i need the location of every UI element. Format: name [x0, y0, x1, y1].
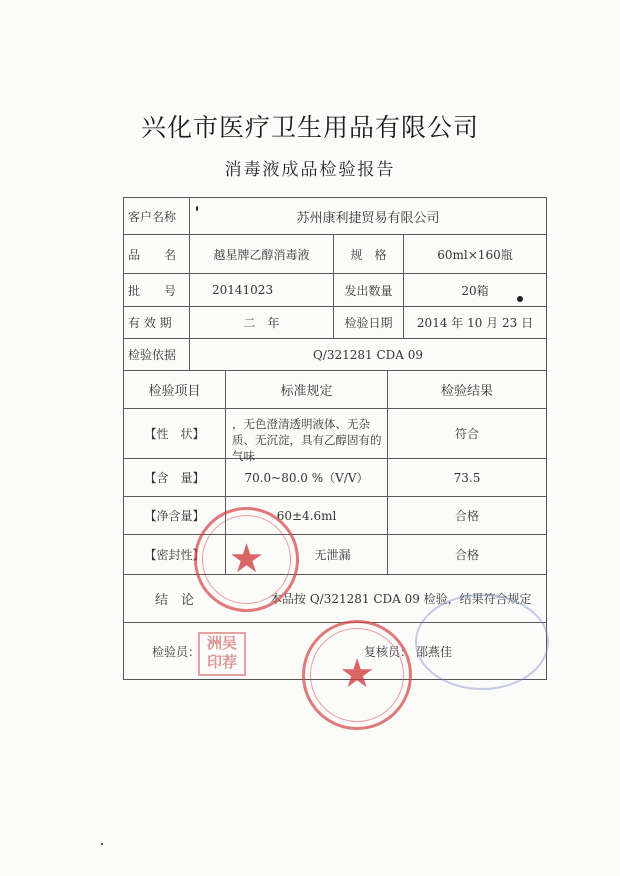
report-title: 消毒液成品检验报告	[224, 160, 396, 180]
row-result: 合格	[454, 509, 479, 523]
qty-label: 发出数量	[344, 283, 393, 298]
product-label: 品 名	[128, 247, 177, 262]
reviewer-label: 复核员：	[363, 644, 412, 659]
row-standard: 无泄漏	[314, 548, 351, 562]
row-result: 符合	[454, 427, 479, 441]
company-seal-stamp	[194, 507, 299, 612]
batch-label: 批 号	[128, 283, 177, 298]
row-standard: 70.0~80.0 %（V/V）	[244, 471, 369, 485]
row-result: 合格	[454, 548, 479, 562]
ink-speck	[517, 296, 523, 302]
inspector-seal: 洲吴 印荐	[198, 632, 246, 676]
customer-seal-stamp	[302, 620, 412, 730]
date-value: 2014 年 10 月 23 日	[416, 316, 534, 330]
validity-label: 有 效 期	[128, 316, 172, 330]
header-standard: 标准规定	[280, 384, 333, 399]
conclusion-label: 结 论	[154, 593, 194, 608]
validity-value: 二 年	[243, 316, 280, 330]
conclusion-text: 本品按 Q/321281 CDA 09 检验，结果符合规定	[270, 592, 532, 606]
row-item: 【密封性】	[144, 548, 205, 562]
row-item: 【净含量】	[144, 509, 205, 523]
batch-value: 20141023	[212, 283, 274, 297]
qty-value: 20箱	[461, 283, 489, 298]
blue-seal-stamp	[415, 594, 549, 690]
basis-value: Q/321281 CDA 09	[312, 347, 424, 362]
date-label: 检验日期	[344, 316, 393, 330]
header-item: 检验项目	[148, 384, 201, 399]
star-icon: ★	[339, 651, 375, 698]
row-item: 【含 量】	[144, 471, 205, 485]
inspector-label: 检验员：	[151, 644, 200, 659]
spec-label: 规 格	[350, 247, 387, 262]
row-standard: ，无色澄清透明液体、无杂质、无沉淀，具有乙醇固有的气味	[232, 417, 382, 463]
spec-value: 60ml×160瓶	[437, 247, 513, 262]
customer-label: 客户名称	[128, 209, 177, 224]
basis-label: 检验依据	[128, 348, 177, 362]
header-result: 检验结果	[440, 384, 493, 399]
row-standard: 60±4.6ml	[276, 508, 337, 523]
row-item: 【性 状】	[144, 427, 205, 441]
customer-value: 苏州康利捷贸易有限公司	[296, 210, 440, 226]
ink-speck	[101, 843, 103, 845]
company-title: 兴化市医疗卫生用品有限公司	[140, 113, 479, 142]
reviewer-name: 邵燕佳	[416, 644, 453, 659]
ink-speck	[196, 206, 198, 211]
row-result: 73.5	[453, 470, 481, 485]
star-icon: ★	[228, 535, 265, 582]
product-value: 越星牌乙醇消毒液	[213, 247, 310, 262]
